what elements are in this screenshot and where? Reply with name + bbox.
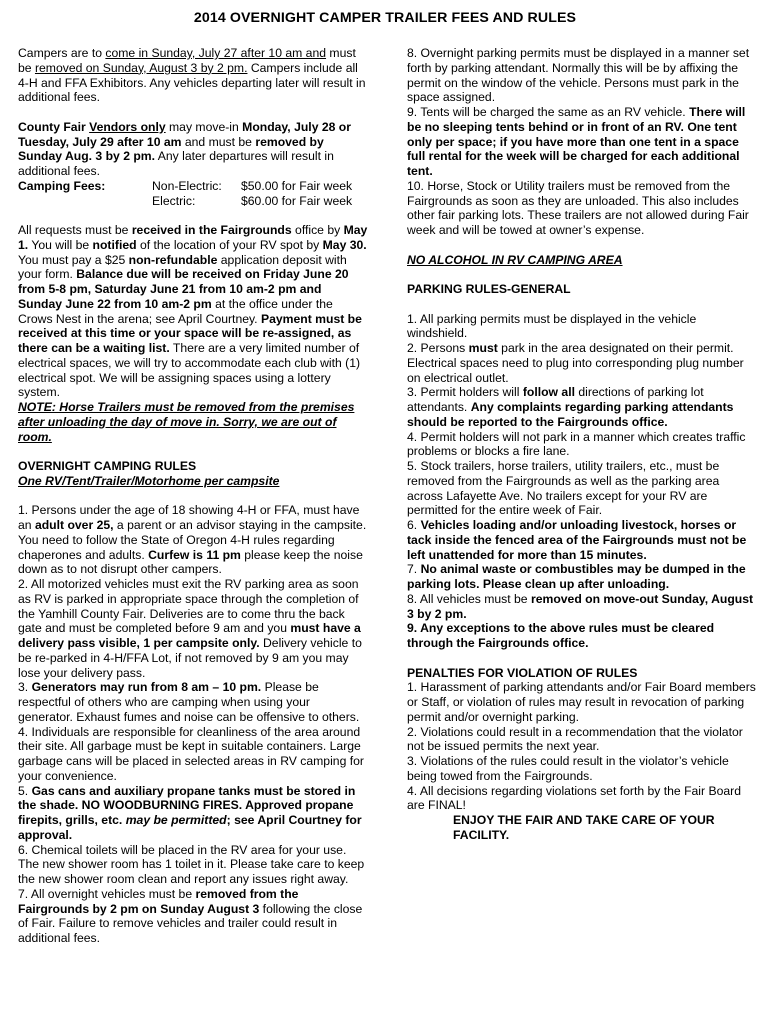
right-column bbox=[407, 46, 757, 843]
rule-bold: must bbox=[468, 341, 498, 355]
camping-rule-9 bbox=[407, 105, 757, 179]
parking-rule-4: 4. Permit holders will not park in a manner which creates traffic problems or blocks a fire lane. bbox=[407, 429, 746, 459]
rule-text: 5. bbox=[18, 783, 32, 798]
penalty-1: 1. Harassment of parking attendants and/or Fair Board members or Staff, or violation of rules may result in revocation of parking permit and/or overnight parking. bbox=[407, 680, 756, 724]
parking-rule-8 bbox=[407, 592, 757, 622]
intro-departure: removed on Sunday, August 3 by 2 pm. bbox=[34, 60, 248, 75]
vendors-text: County Fair bbox=[18, 119, 90, 134]
intro-text: must be bbox=[18, 46, 356, 75]
penalty-2: 2. Violations could result in a recommendation that the violator not be issued permits the next year. bbox=[407, 724, 743, 754]
fee-type: Non-Electric: bbox=[152, 178, 222, 193]
requests-bold: Payment must be received at this time or your space will be re-assigned, as there can be a waiting list. bbox=[18, 311, 362, 355]
rule-text: following the close of Fair. Failure to remove vehicles and trailer could result in additional fees. bbox=[18, 901, 363, 945]
parking-rules-heading: PARKING RULES-GENERAL bbox=[407, 282, 571, 296]
intro-arrival: come in Sunday, July 27 after 10 am and bbox=[105, 46, 327, 60]
parking-rule-2 bbox=[407, 341, 757, 385]
camping-rule-4: 4. Individuals are responsible for cleanliness of the area around their site. All garbage must be kept in suitable containers. Large garbage cans will be placed in selected areas in RV camping for your convenience. bbox=[18, 724, 364, 783]
closing-message: ENJOY THE FAIR AND TAKE CARE OF YOUR FACILITY. bbox=[453, 813, 715, 842]
vendors-text: Any later departures will result in additional fees. bbox=[18, 149, 334, 178]
rule-bold: ; see April Courtney for approval. bbox=[18, 813, 362, 842]
rule-bold: Vehicles loading and/or unloading livestock, horses or tack inside the fenced area of the Fairgrounds must not be left unattended for more than 15 minutes. bbox=[407, 518, 747, 562]
rule-text: 3. bbox=[18, 680, 32, 695]
requests-text: of the location of your RV spot by bbox=[136, 237, 323, 252]
fee-price: $50.00 for Fair week bbox=[241, 178, 353, 193]
intro-text: Campers include all 4-H and FFA Exhibitors. Any vehicles departing later will result in additional fees. bbox=[18, 60, 366, 105]
requests-text: All requests must be bbox=[18, 223, 132, 237]
rule-bold: No animal waste or combustibles may be dumped in the parking lots. Please clean up after unloading. bbox=[407, 562, 746, 591]
rule-text: 7. bbox=[407, 562, 421, 577]
vendors-only: Vendors only bbox=[89, 119, 166, 134]
parking-rule-3 bbox=[407, 385, 757, 429]
parking-rule-1: 1. All parking permits must be displayed in the vehicle windshield. bbox=[407, 311, 697, 341]
rule-text: park in the area designated on their permit. Electrical spaces need to plug into corresponding plug number on electrical outlet. bbox=[407, 341, 744, 385]
requests-bold: notified bbox=[92, 237, 137, 252]
rule-text: Delivery vehicle to be re-parked in 4-H/FFA Lot, if not removed by 9 am you may lose your delivery pass. bbox=[18, 636, 362, 680]
requests-bold: received in the Fairgrounds bbox=[131, 223, 292, 237]
requests-text: office by bbox=[291, 223, 344, 237]
vendors-paragraph bbox=[18, 120, 368, 179]
fees-row bbox=[18, 194, 368, 209]
parking-rule-5: 5. Stock trailers, horse trailers, utility trailers, etc., must be removed from the Fairgrounds as well as the parking area across Lafayette Ave. No trailers except for your RV are permitted for the entire week of Fair. bbox=[407, 459, 720, 518]
rule-text: directions of parking lot attendants. bbox=[407, 385, 704, 414]
camping-rule-10: 10. Horse, Stock or Utility trailers must be removed from the Fairgrounds as soon as they are unloaded. This also includes other fair parking lots. These trailers are not allowed during Fair week and will be towed at owner’s expense. bbox=[407, 178, 749, 237]
vendors-text: may move-in bbox=[165, 119, 243, 134]
vendors-text: and must be bbox=[181, 134, 256, 149]
requests-bold: May 30. bbox=[322, 237, 367, 252]
requests-paragraph bbox=[18, 223, 368, 444]
penalties-heading: PENALTIES FOR VIOLATION OF RULES bbox=[407, 665, 638, 680]
camping-rule-3 bbox=[18, 680, 368, 724]
rule-bold: follow all bbox=[522, 385, 575, 400]
parking-rule-7 bbox=[407, 562, 757, 592]
horse-trailer-note: NOTE: Horse Trailers must be removed from the premises after unloading the day of move in. Sorry, we are out of room. bbox=[18, 400, 355, 444]
rule-text: 6. bbox=[407, 518, 421, 532]
requests-bold: non-refundable bbox=[128, 252, 218, 267]
rule-bold: Curfew is 11 pm bbox=[148, 547, 241, 562]
rule-text: a parent or an advisor staying in the campsite. You need to follow the State of Oregon 4-H rules regarding chaperones and adults. bbox=[18, 518, 367, 562]
requests-text: You must pay a $25 bbox=[18, 252, 129, 267]
penalty-4: 4. All decisions regarding violations set forth by the Fair Board are FINAL! bbox=[407, 783, 741, 813]
parking-rule-6 bbox=[407, 518, 757, 562]
requests-text: There are a very limited number of electrical spaces, we will try to accommodate each club with (1) electrical spot. We will be assigning spaces using a lottery system. bbox=[18, 341, 361, 400]
camping-rule-1 bbox=[18, 503, 368, 577]
vendors-removal: removed by Sunday Aug. 3 by 2 pm. bbox=[18, 134, 324, 164]
rule-text: 7. All overnight vehicles must be bbox=[18, 886, 196, 901]
rule-text: please keep the noise down as to not disrupt other campers. bbox=[18, 547, 363, 577]
rule-bold: Gas cans and auxiliary propane tanks must be stored in the shade. NO WOODBURNING FIRES. Approved propane firepits, grills, etc. bbox=[18, 783, 356, 827]
rule-text: 8. All vehicles must be bbox=[407, 591, 531, 606]
fee-type: Electric: bbox=[152, 193, 196, 208]
fee-price: $60.00 for Fair week bbox=[241, 193, 353, 208]
camping-rules-subheading: One RV/Tent/Trailer/Motorhome per campsite bbox=[18, 473, 280, 488]
intro-text: Campers are to bbox=[18, 46, 106, 60]
requests-bold: Balance due will be received on Friday June 20 from 5-8 pm, Saturday June 21 from 10 am-2 pm and Sunday June 22 from 10 am-2 pm bbox=[18, 267, 349, 311]
rule-bold: Any complaints regarding parking attendants should be reported to the Fairgrounds office. bbox=[407, 400, 734, 429]
requests-text: application deposit with your form. bbox=[18, 252, 347, 282]
rule-text: 3. Permit holders will bbox=[407, 385, 523, 400]
rule-bold: There will be no sleeping tents behind or in front of an RV. One tent only per space; if you have more than one tent in a space full rental for the week will be charged for each additional tent. bbox=[407, 105, 746, 178]
requests-text: You will be bbox=[28, 237, 93, 252]
requests-bold: May 1. bbox=[18, 223, 368, 252]
requests-text: at the office under the Crows Nest in the arena; see April Courtney. bbox=[18, 296, 333, 326]
rule-bold-italic: may be permitted bbox=[125, 813, 227, 827]
rule-text: 2. All motorized vehicles must exit the RV parking area as soon as RV is parked in appropriate space through the completion of the Yamhill County Fair. Deliveries are to come thru the back gate and must be completed before 9 am and you bbox=[18, 577, 359, 636]
rule-bold: removed from the Fairgrounds by 2 pm on Sunday August 3 bbox=[18, 886, 299, 916]
rule-bold: Generators may run from 8 am – 10 pm. bbox=[31, 680, 262, 695]
rule-text: 2. Persons bbox=[407, 341, 469, 355]
vendors-movein: Monday, July 28 or Tuesday, July 29 after 10 am bbox=[18, 119, 351, 149]
camping-rule-8: 8. Overnight parking permits must be displayed in a manner set forth by parking attendant. Normally this will be by affixing the permit on the window of the vehicle. Persons must park in the space assigned. bbox=[407, 46, 750, 105]
rule-text: 9. Tents will be charged the same as an RV vehicle. bbox=[407, 105, 690, 119]
camping-rule-2 bbox=[18, 577, 368, 680]
page-title: 2014 OVERNIGHT CAMPER TRAILER FEES AND RULES bbox=[193, 10, 577, 26]
camping-rules-heading: OVERNIGHT CAMPING RULES bbox=[18, 459, 197, 473]
rule-text: 1. Persons under the age of 18 showing 4-H or FFA, must have an bbox=[18, 503, 360, 532]
left-column bbox=[18, 46, 368, 946]
intro-paragraph bbox=[18, 46, 368, 105]
rule-bold: must have a delivery pass visible, 1 per campsite only. bbox=[18, 621, 361, 650]
rule-bold: adult over 25, bbox=[34, 518, 114, 532]
fees-label: Camping Fees: bbox=[18, 178, 106, 193]
penalty-3: 3. Violations of the rules could result in the violator’s vehicle being towed from the Fairgrounds. bbox=[407, 754, 729, 783]
rule-bold: removed on move-out Sunday, August 3 by 2 pm. bbox=[407, 591, 754, 621]
no-alcohol-notice: NO ALCOHOL IN RV CAMPING AREA bbox=[407, 252, 623, 267]
rule-text: Please be respectful of others who are camping when using your generator. Exhaust fumes and noise can be offensive to others. bbox=[18, 680, 360, 724]
camping-rule-6: 6. Chemical toilets will be placed in the RV area for your use. The new shower room has 1 toilet in it. Please take care to keep the new shower room clean and report any issues right away. bbox=[18, 842, 365, 886]
fees-row bbox=[18, 179, 368, 194]
camping-rule-5 bbox=[18, 784, 368, 843]
parking-rule-9: 9. Any exceptions to the above rules must be cleared through the Fairgrounds office. bbox=[407, 621, 715, 650]
camping-rule-7 bbox=[18, 887, 368, 946]
